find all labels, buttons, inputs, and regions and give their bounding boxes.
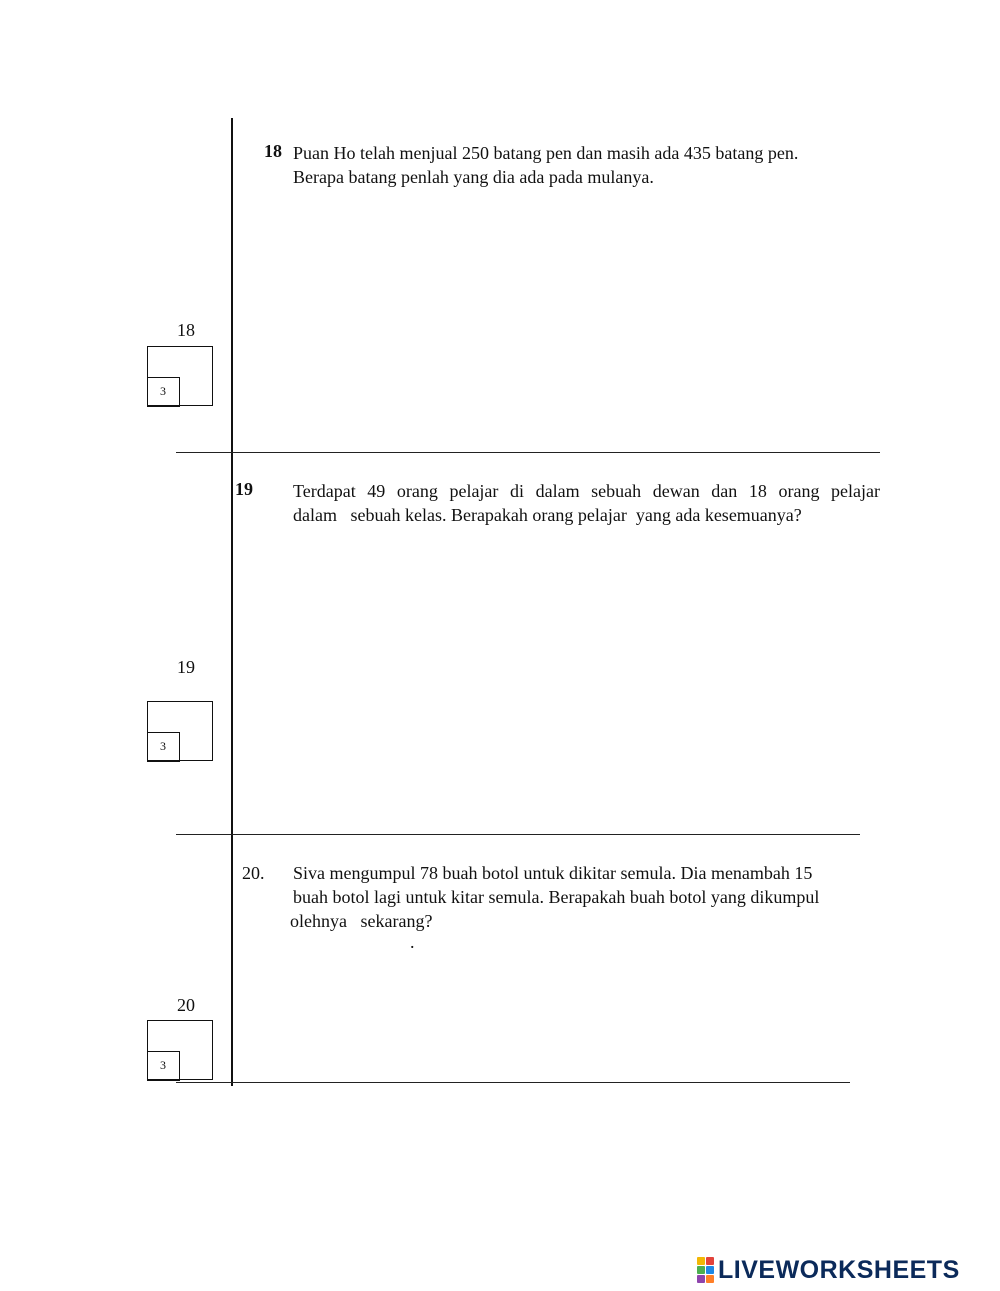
- question-number-20: 20.: [242, 863, 265, 883]
- max-marks-18: 3: [147, 377, 180, 407]
- stray-mark: .: [410, 932, 415, 952]
- question-18-line-1: Puan Ho telah menjual 250 batang pen dan masih ada 435 batang pen.: [293, 143, 799, 163]
- liveworksheets-logo[interactable]: [697, 1255, 960, 1285]
- logo-square-2: [706, 1257, 714, 1265]
- question-20-line-2: buah botol lagi untuk kitar semula. Berapakah buah botol yang dikumpul: [293, 887, 820, 907]
- max-marks-19: 3: [147, 732, 180, 762]
- margin-number-19: 19: [177, 657, 195, 677]
- logo-square-1: [697, 1257, 705, 1265]
- question-20-line-1: Siva mengumpul 78 buah botol untuk dikitar semula. Dia menambah 15: [293, 863, 813, 883]
- margin-number-18: 18: [177, 320, 195, 340]
- margin-rule: [231, 118, 233, 1086]
- logo-square-6: [706, 1275, 714, 1283]
- logo-square-5: [697, 1275, 705, 1283]
- mark-box-18[interactable]: [147, 346, 213, 406]
- separator-2: [176, 834, 860, 835]
- separator-1: [176, 452, 880, 453]
- question-text-19: [293, 479, 880, 527]
- logo-square-3: [697, 1266, 705, 1274]
- mark-box-19[interactable]: [147, 701, 213, 761]
- question-18-line-2: Berapa batang penlah yang dia ada pada mulanya.: [293, 167, 654, 187]
- question-20-line-3: olehnya sekarang?: [290, 911, 433, 931]
- margin-number-20: 20: [177, 995, 195, 1015]
- question-text-18: [293, 141, 883, 189]
- logo-square-4: [706, 1266, 714, 1274]
- max-marks-20: 3: [147, 1051, 180, 1081]
- brand-name: LIVEWORKSHEETS: [718, 1255, 960, 1284]
- question-number-18: 18: [264, 141, 282, 161]
- separator-3: [176, 1082, 850, 1083]
- question-number-19: 19: [235, 479, 253, 499]
- question-19-line-1: Terdapat 49 orang pelajar di dalam sebuah dewan dan 18 orang pelajar: [293, 481, 880, 501]
- mark-box-20[interactable]: [147, 1020, 213, 1080]
- question-19-line-2: dalam sebuah kelas. Berapakah orang pelajar yang ada kesemuanya?: [293, 505, 802, 525]
- logo-mark-icon: [697, 1257, 714, 1283]
- question-text-20: [290, 861, 893, 933]
